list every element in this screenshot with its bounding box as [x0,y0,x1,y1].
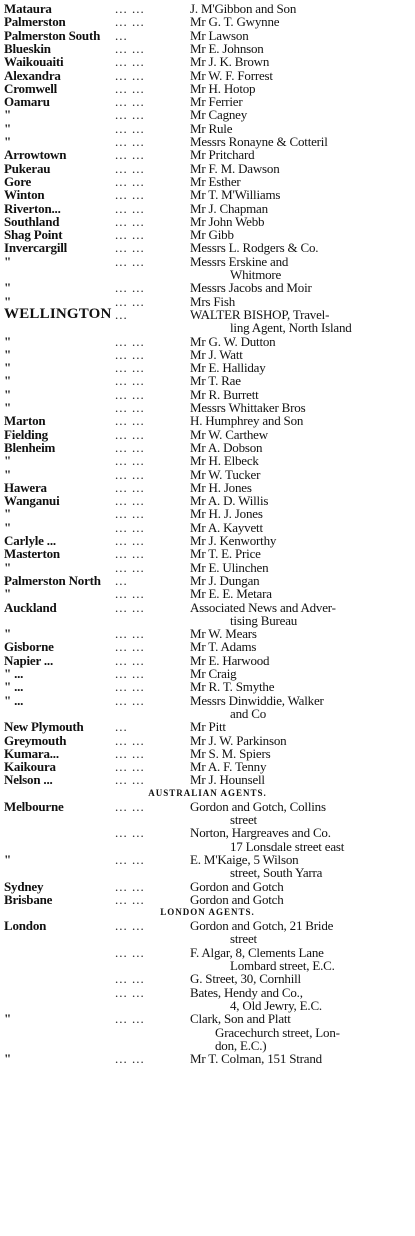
place-name: Greymouth [4,732,67,748]
leader-dots: ... ... [115,80,145,96]
place-name: " [4,453,12,469]
place-name: " [4,386,12,402]
agent-name: Gordon and Gotch, 21 Bride [190,918,334,934]
place-name: Kaikoura [4,759,56,775]
place-name: WELLINGTON [4,305,112,322]
leader-dots: ... ... [115,14,145,30]
place-name: Auckland [4,599,57,615]
place-name: " [4,373,12,389]
leader-dots: ... ... [115,1051,145,1067]
agent-name: Mr A. F. Tenny [190,759,267,775]
place-name: Napier ... [4,652,54,668]
leader-dots: ... ... [115,413,145,429]
agent-name: Gordon and Gotch [190,878,284,894]
place-name: " [4,293,12,309]
place-name: Fielding [4,426,48,442]
agent-name: Mr Pitt [190,719,226,735]
agent-name-continuation: Lombard street, E.C. [230,958,335,973]
agent-name: Mr A. D. Willis [190,493,269,509]
place-name: Masterton [4,546,60,562]
leader-dots: ... ... [115,851,145,867]
place-name: " [4,466,12,482]
agent-name: Messrs Ronayne & Cotteril [190,134,328,149]
leader-dots: ... ... [115,360,145,376]
agent-name: Mr R. T. Smythe [190,679,275,695]
agent-name: Mr G. W. Dutton [190,333,276,349]
leader-dots: ... ... [115,333,145,349]
place-name: Kumara... [4,745,59,761]
place-name: Arrowtown [4,147,67,163]
place-name: " ... [4,666,24,681]
place-name: " ... [4,679,24,695]
place-name: Waikouaiti [4,54,64,70]
agent-name: Mrs Fish [190,293,235,309]
leader-dots: ... ... [115,187,145,203]
leader-dots: ... ... [115,493,145,509]
agent-name: Mr Pritchard [190,147,255,163]
place-name: Palmerston North [4,572,101,588]
leader-dots: ... ... [115,466,145,482]
place-name: " [4,586,12,602]
place-name: " [4,626,12,642]
leader-dots: ... ... [115,798,145,814]
leader-dots: ... ... [115,147,145,163]
place-name: Sydney [4,878,44,894]
place-name: Blueskin [4,40,51,56]
place-name: Alexandra [4,67,61,83]
agent-name-continuation: 4, Old Jewry, E.C. [230,997,322,1013]
agent-name: Mr T. Adams [190,639,257,655]
leader-dots: ... [115,719,128,735]
leader-dots: ... ... [115,439,145,455]
place-name: Gore [4,173,32,189]
leader-dots: ... ... [115,639,145,655]
leader-dots: ... ... [115,120,145,136]
agent-name: Mr Cagney [190,107,248,123]
leader-dots: ... ... [115,94,145,110]
agent-name: Mr W. F. Forrest [190,67,273,83]
agent-name: Mr T. M'Williams [190,187,281,203]
place-name: " [4,851,12,867]
leader-dots: ... ... [115,54,145,70]
place-name: Cromwell [4,80,58,96]
agent-name: Messrs Whittaker Bros [190,400,306,415]
agent-name: Mr Esther [190,173,241,189]
place-name: " [4,519,12,535]
agent-name-continuation: street, South Yarra [230,865,323,881]
agent-name: Mr S. M. Spiers [190,745,271,761]
agent-name: E. M'Kaige, 5 Wilson [190,851,299,867]
leader-dots: ... ... [115,107,145,123]
agent-name: Mr W. Mears [190,626,257,642]
agent-name: Messrs Erskine and [190,253,289,269]
leader-dots: ... ... [115,479,145,495]
agent-name: Mr E. Harwood [190,652,270,668]
section-heading: AUSTRALIAN AGENTS. [148,787,267,798]
place-name: " [4,346,12,362]
agent-name: Mr W. Tucker [190,466,261,482]
leader-dots: ... ... [115,67,145,83]
agent-name-continuation: don, E.C.) [215,1037,267,1053]
agent-name-continuation: 17 Lonsdale street east [230,838,345,854]
agent-name: Clark, Son and Platt [190,1011,291,1027]
agent-name: Mr H. J. Jones [190,506,263,522]
agent-name: Mr Ferrier [190,94,243,110]
leader-dots: ... ... [115,692,145,708]
place-name: Invercargill [4,240,68,256]
place-name: " [4,360,12,376]
leader-dots: ... ... [115,586,145,602]
agent-name: Mr Rule [190,120,233,136]
leader-dots: ... ... [115,519,145,535]
place-name: Gisborne [4,639,54,655]
place-name: Oamaru [4,94,50,110]
agent-name-continuation: Gracechurch street, Lon- [215,1024,340,1040]
agent-name: H. Humphrey and Son [190,413,304,429]
place-name: " [4,107,12,123]
place-name: " [4,559,12,575]
leader-dots: ... [115,306,128,322]
place-name: " [4,1011,12,1027]
leader-dots: ... ... [115,373,145,389]
agent-name: Mr H. Hotop [190,80,256,96]
agent-name: Messrs Jacobs and Moir [190,280,312,296]
leader-dots: ... ... [115,240,145,256]
agent-name: Mr H. Jones [190,479,252,495]
leader-dots: ... ... [115,533,145,548]
place-name: " [4,134,12,149]
place-name: " [4,1051,12,1067]
place-name: New Plymouth [4,719,84,735]
agent-name: Mr J. Chapman [190,200,268,216]
leader-dots: ... ... [115,386,145,402]
leader-dots: ... ... [115,200,145,216]
leader-dots: ... ... [115,506,145,522]
place-name: " [4,400,12,415]
place-name: Palmerston South [4,27,101,43]
agent-name: Mr A. Dobson [190,439,263,455]
leader-dots: ... ... [115,253,145,269]
leader-dots: ... ... [115,546,145,562]
agent-name-continuation: Whitmore [230,267,282,282]
leader-dots: ... ... [115,891,145,907]
place-name: Southland [4,213,60,229]
agent-name-continuation: street [230,931,257,947]
place-name: Palmerston [4,14,66,30]
leader-dots: ... [115,27,128,43]
leader-dots: ... ... [115,400,145,415]
leader-dots: ... [115,572,128,588]
agent-name: Mr A. Kayvett [190,519,263,535]
agent-name: Mr E. Ulinchen [190,559,269,575]
agent-name: Mr J. W. Parkinson [190,732,287,748]
leader-dots: ... ... [115,666,145,681]
agent-name: WALTER BISHOP, Travel- [190,306,330,322]
leader-dots: ... ... [115,745,145,761]
agent-name-continuation: street [230,812,257,827]
leader-dots: ... ... [115,732,145,748]
leader-dots: ... ... [115,599,145,615]
place-name: Mataura [4,1,52,16]
place-name: Wanganui [4,493,60,509]
leader-dots: ... ... [115,825,145,841]
agent-name: Bates, Hendy and Co., [190,984,303,1000]
leader-dots: ... ... [115,1011,145,1027]
leader-dots: ... ... [115,426,145,442]
leader-dots: ... ... [115,918,145,934]
place-name: Brisbane [4,891,53,907]
leader-dots: ... ... [115,652,145,668]
leader-dots: ... ... [115,280,145,296]
leader-dots: ... ... [115,772,145,788]
agent-name: Mr T. E. Price [190,546,261,562]
agent-name: Gordon and Gotch, Collins [190,798,326,814]
agent-name: Messrs Dinwiddie, Walker [190,692,324,708]
place-name: Winton [4,187,45,203]
agent-name: Mr W. Carthew [190,426,268,442]
place-name: " [4,253,12,269]
agent-name: G. Street, 30, Cornhill [190,971,301,987]
agent-name: Mr E. E. Metara [190,586,272,602]
agent-name-continuation: tising Bureau [230,612,298,628]
leader-dots: ... ... [115,160,145,176]
place-name: Blenheim [4,439,56,455]
place-name: Carlyle ... [4,533,56,548]
place-name: Hawera [4,479,47,495]
place-name: " [4,280,12,296]
leader-dots: ... ... [115,1,145,16]
leader-dots: ... ... [115,40,145,56]
agent-name: Gordon and Gotch [190,891,284,907]
agent-name: Mr Craig [190,666,237,681]
leader-dots: ... ... [115,346,145,362]
place-name: Shag Point [4,227,63,243]
agent-name: Mr T. Rae [190,373,241,389]
agent-name: Messrs L. Rodgers & Co. [190,240,319,256]
place-name: Pukerau [4,160,51,176]
agent-name: Mr J. Dungan [190,572,260,588]
leader-dots: ... ... [115,944,145,960]
agent-name-continuation: and Co [230,705,266,721]
agent-name: Mr J. Watt [190,346,243,362]
leader-dots: ... ... [115,759,145,775]
agent-name-continuation: ling Agent, North Island [230,320,352,336]
leader-dots: ... ... [115,213,145,229]
agent-name: Mr H. Elbeck [190,453,259,469]
place-name: Marton [4,413,46,429]
place-name: " ... [4,692,24,708]
agent-name: Mr J. K. Brown [190,54,270,70]
agent-name: Mr Lawson [190,27,249,43]
leader-dots: ... ... [115,134,145,149]
leader-dots: ... ... [115,971,145,987]
leader-dots: ... ... [115,626,145,642]
agent-name: F. Algar, 8, Clements Lane [190,944,324,960]
leader-dots: ... ... [115,878,145,894]
place-name: " [4,120,12,136]
agent-name: Mr John Webb [190,213,265,229]
agent-name: Mr T. Colman, 151 Strand [190,1051,322,1067]
place-name: Melbourne [4,798,64,814]
place-name: " [4,333,12,349]
agent-name: Mr Gibb [190,227,234,243]
agent-name: Mr J. Hounsell [190,772,265,788]
section-heading: LONDON AGENTS. [160,907,255,918]
agent-name: Mr R. Burrett [190,386,259,402]
agent-name: Associated News and Adver- [190,599,336,615]
leader-dots: ... ... [115,293,145,309]
agent-name: Mr E. Johnson [190,40,264,56]
agent-name: Mr E. Halliday [190,360,266,376]
leader-dots: ... ... [115,173,145,189]
agent-name: Mr J. Kenworthy [190,533,277,548]
leader-dots: ... ... [115,227,145,243]
place-name: Nelson ... [4,772,53,788]
place-name: Riverton... [4,200,61,216]
place-name: London [4,918,47,934]
leader-dots: ... ... [115,984,145,1000]
agent-name: Mr G. T. Gwynne [190,14,280,30]
leader-dots: ... ... [115,559,145,575]
leader-dots: ... ... [115,453,145,469]
agent-name: Norton, Hargreaves and Co. [190,825,331,841]
agent-name: Mr F. M. Dawson [190,160,280,176]
leader-dots: ... ... [115,679,145,695]
agent-name: J. M'Gibbon and Son [190,1,297,16]
place-name: " [4,506,12,522]
